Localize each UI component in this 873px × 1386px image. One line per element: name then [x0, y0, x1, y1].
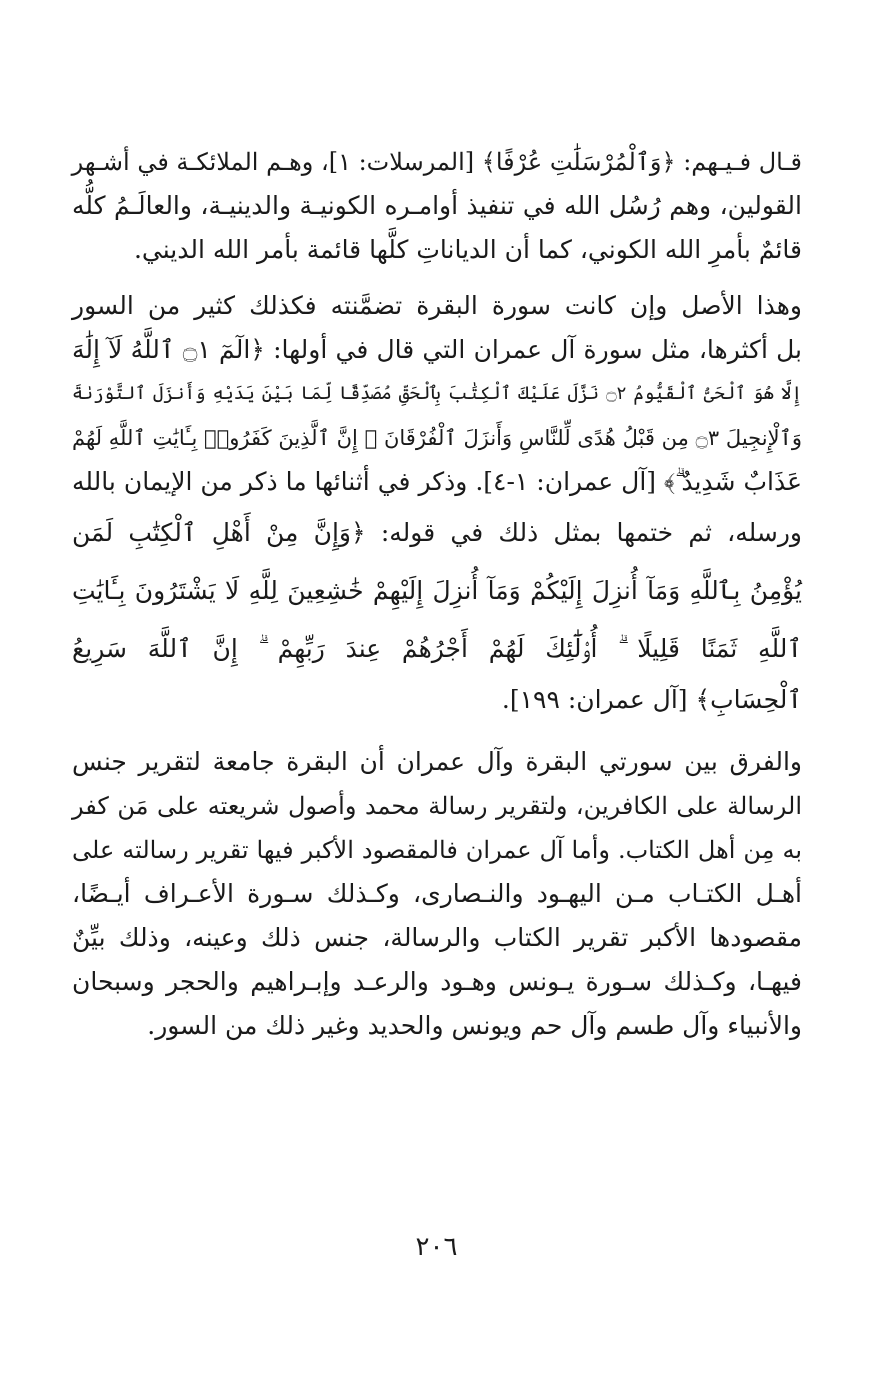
book-page — [72, 140, 802, 1290]
quran-verse-line: ٱللَّهِ ثَمَنًا قَلِيلًا ۗ أُو۟لَٰٓئِكَ لَهُمْ أَجْرُهُمْ عِندَ رَبِّهِمْ ۗ إِنَّ ٱللَّهَ سَرِيعُ — [72, 634, 802, 663]
text-line: به مِن أهل الكتاب. وأما آل عمران فالمقصود الأكبر فيها تقرير رسالته على — [72, 836, 802, 864]
text-line: وهذا الأصل وإن كانت سورة البقرة تضمَّنته فكذلك كثير من السور — [72, 291, 802, 320]
quran-verse-line: يُؤْمِنُ بِٱللَّهِ وَمَآ أُنزِلَ إِلَيْكُمْ وَمَآ أُنزِلَ إِلَيْهِمْ خَٰشِعِينَ لِلَّهِ لَا يَشْتَرُونَ بِـَٔايَٰتِ — [72, 576, 802, 605]
quran-verse-line: وَٱلْإِنجِيلَ ۝٣ مِن قَبْلُ هُدًى لِّلنَّاسِ وَأَنزَلَ ٱلْفُرْقَانَ ۗ إِنَّ ٱلَّذِينَ كَفَرُوا۟ بِـَٔايَٰتِ ٱللَّهِ لَهُمْ — [72, 426, 802, 450]
paragraph-1 — [72, 140, 802, 272]
paragraph-2 — [72, 284, 802, 722]
page-number: ٢٠٦ — [415, 1232, 458, 1262]
text-line: بل أكثرها، مثل سورة آل عمران التي قال في أولها: ﴿الٓمٓ ۝١ ٱللَّهُ لَآ إِلَٰهَ — [72, 335, 803, 364]
quran-verse-line: إِلَّا هُوَ ٱلْحَىُّ ٱلْقَيُّومُ ۝٢ نَزَّلَ عَلَيْكَ ٱلْكِتَٰبَ بِٱلْحَقِّ مُصَدِّقًا لِّمَا بَيْنَ يَدَيْهِ وَأَنزَلَ ٱلتَّوْرَىٰةَ — [72, 383, 803, 404]
text-line: عَذَابٌ شَدِيدٌ ۗ﴾ [آل عمران: ١-٤]. وذكر في أثنائها ما ذكر من الإيمان بالله — [72, 467, 802, 496]
text-line: ورسله، ثم ختمها بمثل ذلك في قوله: ﴿وَإِنَّ مِنْ أَهْلِ ٱلْكِتَٰبِ لَمَن — [72, 518, 802, 547]
text-line: الرسالة على الكافرين، ولتقرير رسالة محمد وأصول شريعته على مَن كفر — [72, 792, 802, 820]
text-line: والأنبياء وآل طسم وآل حم ويونس والحديد وغير ذلك من السور. — [147, 1011, 802, 1040]
text-line: القولين، وهم رُسُل الله في تنفيذ أوامـره الكونيـة والدينيـة، والعالَـمُ كلُّه — [72, 191, 802, 220]
text-line: فيهـا، وكـذلك سـورة يـونس وهـود والرعـد وإبـراهيم والحجر وسبحان — [72, 967, 802, 996]
text-line: مقصودها الأكبر تقرير الكتاب والرسالة، جنس ذلك وعينه، وذلك بيِّنٌ — [72, 923, 802, 952]
quran-verse-line: ٱلْحِسَابِ﴾ [آل عمران: ١٩٩]. — [501, 685, 802, 714]
text-line: قـال فـيـهم: ﴿وَٱلْمُرْسَلَٰتِ عُرْفًا﴾ [المرسلات: ١]، وهـم الملائكـة في أشـهر — [71, 148, 802, 176]
text-line: قائمٌ بأمرِ الله الكوني، كما أن الدياناتِ كلَّها قائمة بأمر الله الديني. — [133, 235, 802, 264]
paragraph-3 — [72, 740, 802, 1048]
text-line: والفرق بين سورتي البقرة وآل عمران أن البقرة جامعة لتقرير جنس — [72, 747, 802, 776]
text-line: أهـل الكتـاب مـن اليهـود والنـصارى، وكـذلك سـورة الأعـراف أيـضًا، — [72, 879, 802, 908]
